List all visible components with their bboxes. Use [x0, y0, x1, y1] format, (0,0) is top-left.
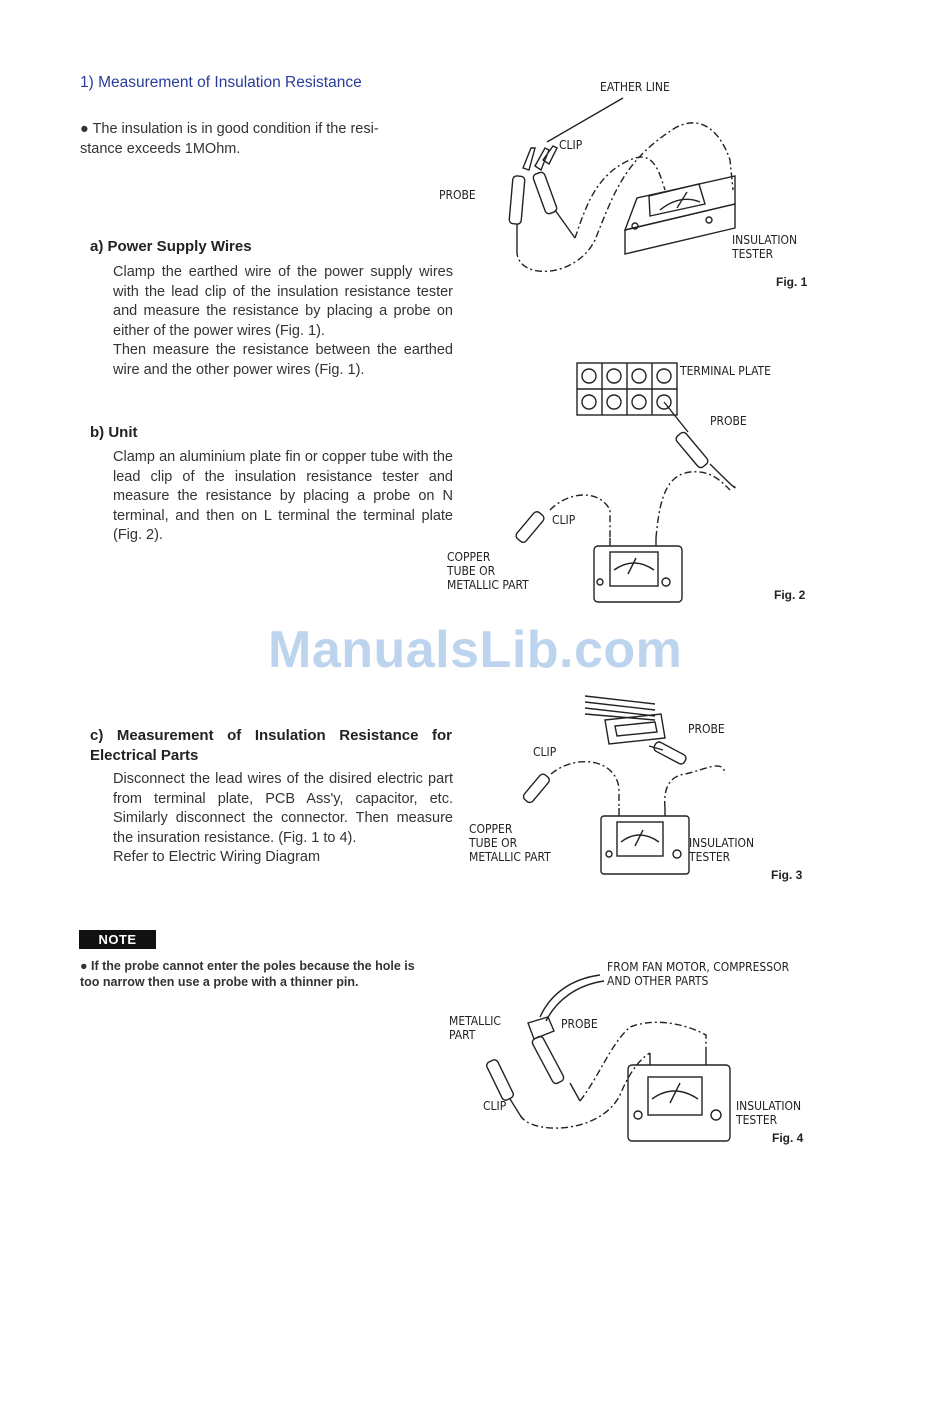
- fig3-clip-label: CLIP: [533, 745, 557, 759]
- note-text: ● If the probe cannot enter the poles because the hole is too narrow then use a probe with a thinner pin.: [80, 959, 415, 989]
- fig4-probe-label: PROBE: [561, 1017, 598, 1031]
- fig2-clip-label: CLIP: [552, 513, 576, 527]
- fig2-terminal-plate-label: TERMINAL PLATE: [680, 364, 771, 378]
- fig1-probe-label: PROBE: [439, 188, 476, 202]
- fig2-drawing: [510, 360, 770, 610]
- subsection-a-title: a) Power Supply Wires: [90, 238, 252, 255]
- fig3-tester-label: INSULATION TESTER: [689, 836, 755, 864]
- fig1-eather-line-label: EATHER LINE: [600, 80, 670, 94]
- fig4-metallic-label: METALLIC PART: [449, 1014, 501, 1042]
- fig2-caption: Fig. 2: [774, 588, 806, 602]
- fig1-drawing: [495, 80, 755, 280]
- fig4-drawing: [480, 965, 740, 1145]
- watermark: ManualsLib.com: [268, 621, 683, 679]
- fig4-from-label: FROM FAN MOTOR, COMPRESSOR AND OTHER PARTS: [607, 960, 790, 988]
- fig4-tester-label: INSULATION TESTER: [736, 1099, 802, 1127]
- fig4-caption: Fig. 4: [772, 1131, 804, 1145]
- fig3-caption: Fig. 3: [771, 868, 803, 882]
- subsection-a-text: Clamp the earthed wire of the power supply wires with the lead clip of the insulation resistance tester and measure the resistance by placing a probe on either of the power wires (Fig. 1). Then measure the resistance between the earthed wire and the other power wires (Fig. 1).: [113, 264, 453, 378]
- subsection-b-text: Clamp an aluminium plate fin or copper tube with the lead clip of the insulation resistance tester and measure the resistance by placing a probe on N terminal, and then on L terminal the terminal plate (Fig. 2).: [113, 449, 453, 543]
- section-title: 1) Measurement of Insulation Resistance: [80, 74, 362, 91]
- subsection-b-title: b) Unit: [90, 424, 138, 441]
- fig3-probe-label: PROBE: [688, 722, 725, 736]
- intro-text: ● The insulation is in good condition if the resi- stance exceeds 1MOhm.: [80, 121, 379, 157]
- subsection-c-text: Disconnect the lead wires of the disired electric part from terminal plate, PCB Ass'y, capacitor, etc. Similarly disconnect the connector. Then measure the insuration resistance. (Fig. 1 to 4). Refer to Electric Wiring Diagram: [113, 771, 453, 865]
- fig1-caption: Fig. 1: [776, 275, 808, 289]
- subsection-c-title: c) Measurement of Insulation Resistance for Electrical Parts: [90, 727, 452, 764]
- fig2-copper-label: COPPER TUBE OR METALLIC PART: [447, 550, 529, 592]
- fig4-clip-label: CLIP: [483, 1099, 507, 1113]
- fig1-clip-label: CLIP: [559, 138, 583, 152]
- fig2-probe-label: PROBE: [710, 414, 747, 428]
- note-badge: NOTE: [79, 930, 156, 949]
- fig1-tester-label: INSULATION TESTER: [732, 233, 798, 261]
- fig3-copper-label: COPPER TUBE OR METALLIC PART: [469, 822, 551, 864]
